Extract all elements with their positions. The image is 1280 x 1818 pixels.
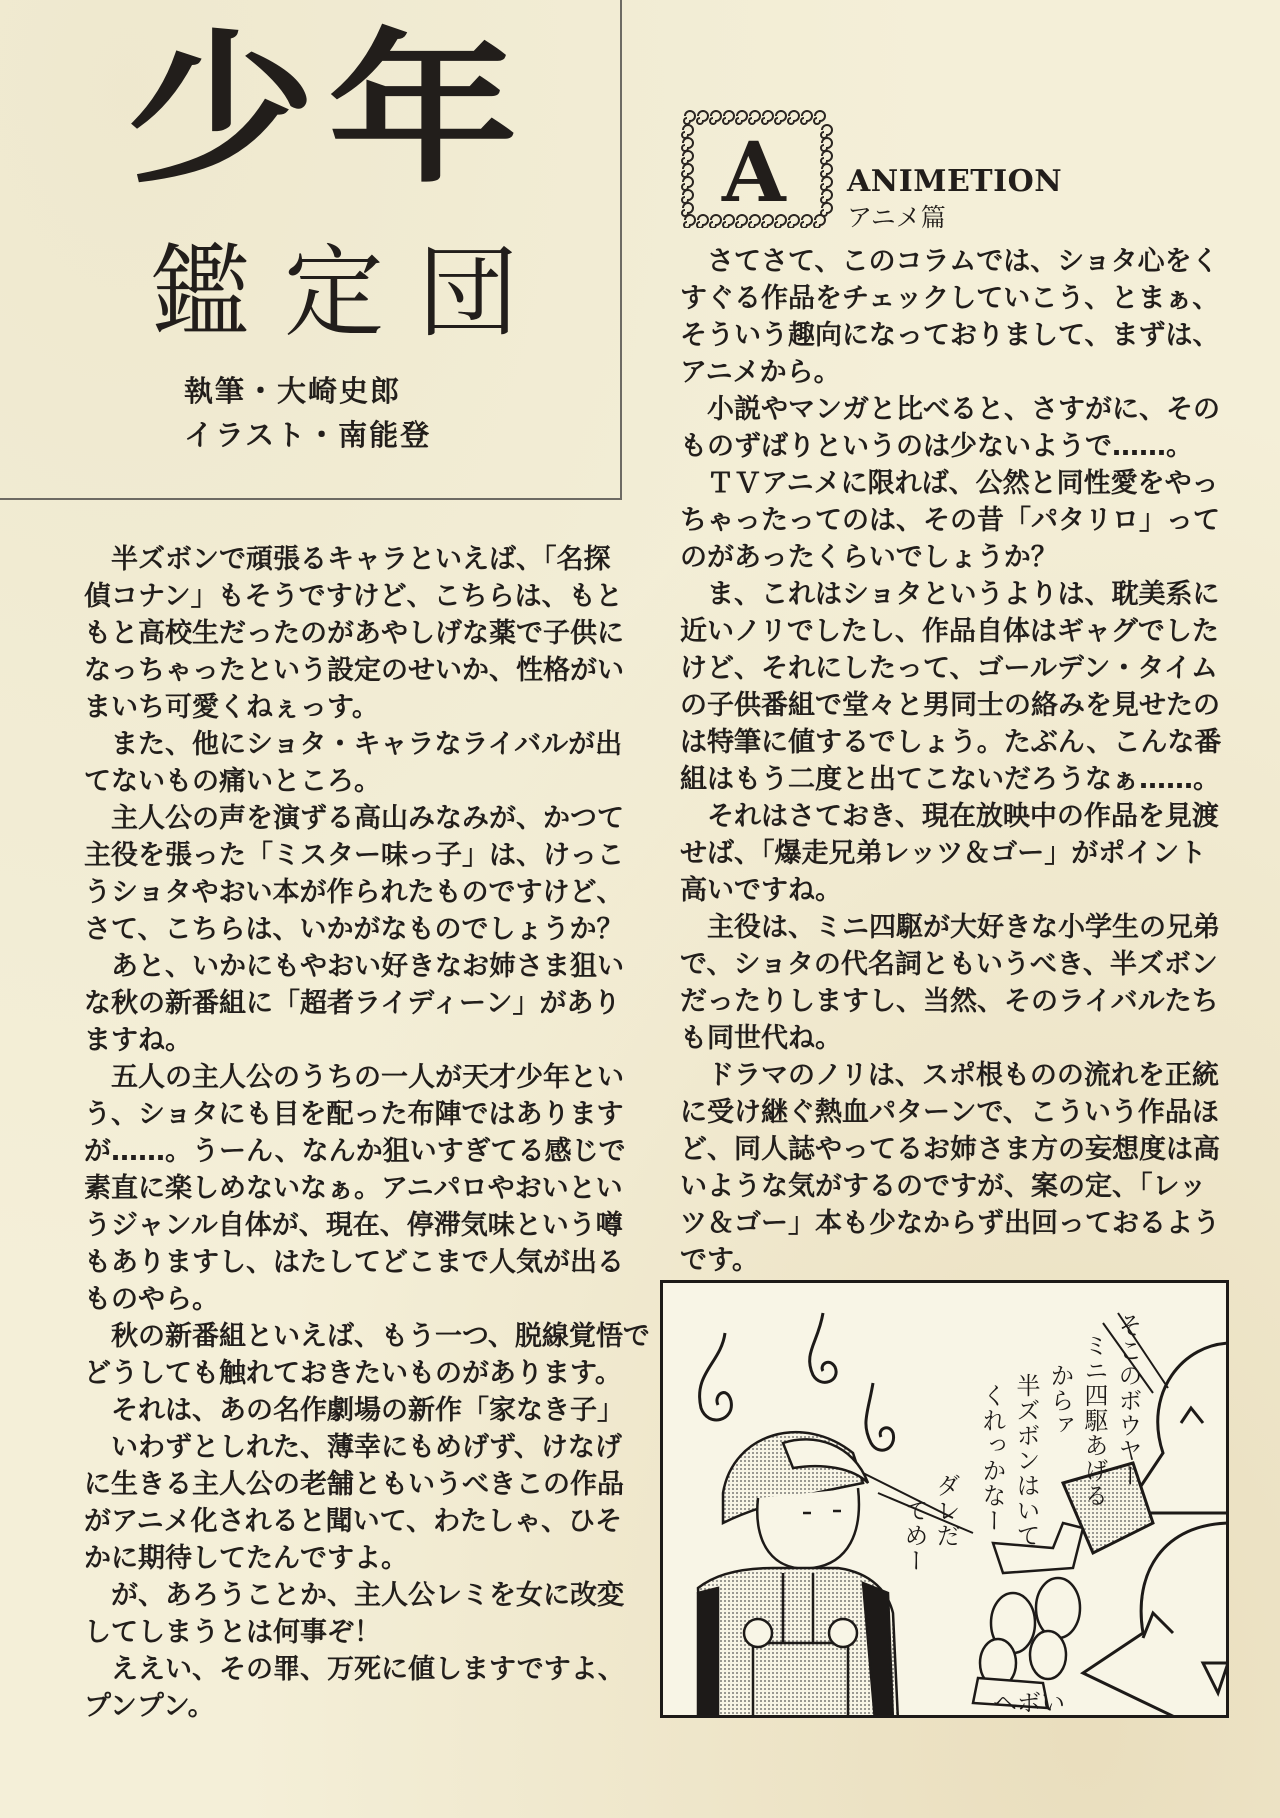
text-line: に受け継ぐ熱血パターンで、こういう作品ほ xyxy=(680,1097,1219,1128)
text-line: です。 xyxy=(680,1245,759,1276)
text-line: いわずとしれた、薄幸にもめげず、けなげ xyxy=(84,1432,622,1463)
text-line: が……。うーん、なんか狙いすぎてる感じで xyxy=(84,1136,626,1167)
text-line: それはさておき、現在放映中の作品を見渡 xyxy=(680,801,1219,832)
section-letter: A xyxy=(722,125,786,221)
credit-illustrator: イラスト・南能登 xyxy=(184,418,432,452)
left-column-text xyxy=(84,541,650,1725)
text-line: なっちゃったという設定のせいか、性格がい xyxy=(84,655,624,686)
text-line: ものずばりというのは少ないようで……。 xyxy=(680,431,1193,462)
credit-writer: 執筆・大崎史郎 xyxy=(184,374,402,408)
text-line: ま、これはショタというよりは、耽美系に xyxy=(680,579,1220,610)
text-line: もありますし、はたしてどこまで人気が出る xyxy=(84,1247,624,1278)
text-line: だったりしますし、当然、そのライバルたち xyxy=(680,986,1219,1017)
text-line: 半ズボンで頑張るキャラといえば、「名探 xyxy=(84,544,611,575)
text-line: 組はもう二度と出てこないだろうなぁ……。 xyxy=(680,764,1220,795)
text-line: もと高校生だったのがあやしげな薬で子供に xyxy=(84,618,624,649)
text-line: 五人の主人公のうちの一人が天才少年とい xyxy=(84,1062,624,1093)
text-line: プンプン。 xyxy=(84,1691,215,1722)
text-line: 主役は、ミニ四駆が大好きな小学生の兄弟 xyxy=(680,912,1220,943)
text-line: また、他にショタ・キャラなライバルが出 xyxy=(84,729,623,760)
text-line: で、ショタの代名詞ともいうべき、半ズボン xyxy=(680,949,1218,980)
text-line: に生きる主人公の老舗ともいうべきこの作品 xyxy=(84,1469,624,1500)
speech-text: そこのボウヤー xyxy=(1114,1313,1142,1488)
text-line: 素直に楽しめないなぁ。アニパロやおいとい xyxy=(84,1173,623,1204)
text-line: ええい、その罪、万死に値しますですよ、 xyxy=(84,1654,625,1685)
text-line: 近いノリでしたし、作品自体はギャグでした xyxy=(680,616,1219,647)
text-line: ますね。 xyxy=(84,1025,192,1056)
text-line: う、ショタにも目を配った布陣ではあります xyxy=(84,1099,624,1130)
page-subtitle: 鑑定団 xyxy=(150,234,552,351)
text-line: ドラマのノリは、スポ根ものの流れを正統 xyxy=(680,1060,1219,1091)
speech-text: からァ xyxy=(1046,1363,1074,1438)
mini-4wd-car xyxy=(973,1523,1083,1708)
reply-text: ダレだ xyxy=(932,1473,960,1548)
text-line: ＴＶアニメに限れば、公然と同性愛をやっ xyxy=(680,468,1219,499)
text-line: てないもの痛いところ。 xyxy=(84,766,381,797)
text-line: ツ＆ゴー」本も少なからず出回っておるよう xyxy=(680,1208,1220,1239)
text-line: まいち可愛くねぇっす。 xyxy=(84,692,379,723)
text-line: それは、あの名作劇場の新作「家なき子」 xyxy=(84,1395,624,1426)
text-line: うショタやおい本が作られたものですけど、 xyxy=(84,877,624,908)
text-line: の子供番組で堂々と男同士の絡みを見せたの xyxy=(680,690,1220,721)
text-line: 小説やマンガと比べると、さすがに、その xyxy=(680,394,1220,425)
text-line: あと、いかにもやおい好きなお姉さま狙い xyxy=(84,951,624,982)
reply-text: てめー xyxy=(900,1498,928,1573)
text-line: のがあったくらいでしょうか？ xyxy=(680,542,1058,573)
text-line: 秋の新番組といえば、もう一つ、脱線覚悟で xyxy=(84,1321,650,1352)
speech-text: 半ズボンはいて xyxy=(1012,1373,1040,1548)
text-line: うジャンル自体が、現在、停滞気味という噂 xyxy=(84,1210,623,1241)
text-line: どうしても触れておきたいものがあります。 xyxy=(84,1358,622,1389)
text-line: がアニメ化されると聞いて、わたしゃ、ひそ xyxy=(84,1506,623,1537)
speech-text: くれっかなー xyxy=(978,1383,1006,1533)
text-line: 主役を張った「ミスター味っ子」は、けっこ xyxy=(84,840,624,871)
section-title-en: ANIMETION xyxy=(847,164,1063,199)
text-line: ど、同人誌やってるお姉さま方の妄想度は高 xyxy=(680,1134,1220,1165)
text-line: そういう趣向になっておりまして、まずは、 xyxy=(680,320,1220,351)
section-title-ja: アニメ篇 xyxy=(847,203,946,232)
page-title: 少年 xyxy=(126,13,531,206)
text-line: かに期待してたんですよ。 xyxy=(84,1543,408,1574)
text-line: ちゃったってのは、その昔「パタリロ」って xyxy=(680,505,1220,536)
title-box xyxy=(0,0,622,500)
text-line: さてさて、このコラムでは、ショタ心をく xyxy=(680,246,1219,277)
text-line: 偵コナン」もそうですけど、こちらは、もと xyxy=(84,581,623,612)
manga-illustration xyxy=(660,1280,1229,1718)
right-column-text xyxy=(680,243,1221,1279)
text-line: が、あろうことか、主人公レミを女に改変 xyxy=(84,1580,624,1611)
text-line: せば、「爆走兄弟レッツ＆ゴー」がポイント xyxy=(680,838,1207,869)
flame-marks-icon xyxy=(700,1313,894,1450)
text-line: さて、こちらは、いかがなものでしょうか？ xyxy=(84,914,624,945)
text-line: ものやら。 xyxy=(84,1284,219,1315)
text-line: 高いですね。 xyxy=(680,875,842,906)
text-line: してしまうとは何事ぞ！ xyxy=(84,1617,381,1648)
text-line: も同世代ね。 xyxy=(680,1023,842,1054)
text-line: 主人公の声を演ずる高山みなみが、かつて xyxy=(84,803,624,834)
text-line: けど、それにしたって、ゴールデン・タイム xyxy=(680,653,1218,684)
text-line: いような気がするのですが、案の定、「レッ xyxy=(680,1171,1207,1202)
text-line: アニメから。 xyxy=(680,357,841,388)
caption-text: ヘボい xyxy=(993,1689,1065,1717)
speech-text: ミニ四駆あげる xyxy=(1080,1333,1108,1508)
text-line: すぐる作品をチェックしていこう、とまぁ、 xyxy=(680,283,1220,314)
text-line: な秋の新番組に「超者ライディーン」があり xyxy=(84,988,621,1019)
text-line: は特筆に値するでしょう。たぶん、こんな番 xyxy=(680,727,1222,758)
